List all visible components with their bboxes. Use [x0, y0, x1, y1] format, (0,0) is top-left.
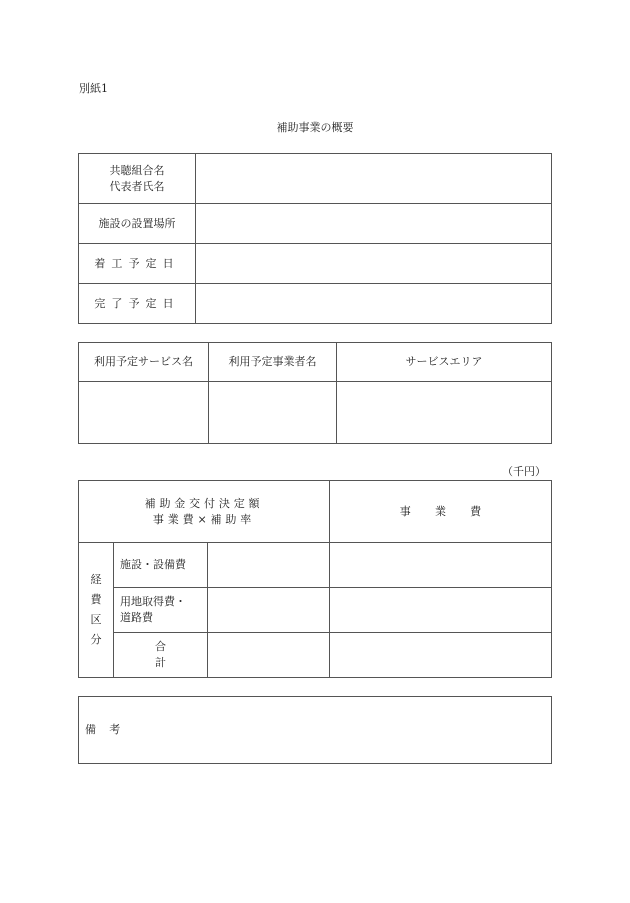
remarks-label: 備考 — [85, 723, 134, 736]
table-row — [79, 543, 552, 588]
table-row — [79, 633, 552, 678]
project-cost-header: 事業費 — [330, 481, 552, 543]
service-table — [78, 342, 552, 444]
table-row — [79, 154, 552, 204]
table-row — [79, 244, 552, 284]
table-row — [79, 697, 552, 764]
table-row — [79, 481, 552, 543]
land-road-cost-field[interactable] — [330, 588, 552, 633]
table-row — [79, 284, 552, 324]
subsidy-amount-header: 補助金交付決定額 事業費×補助率 — [79, 481, 330, 543]
unit-note: （千円） — [502, 465, 546, 478]
start-date-label: 着工予定日 — [79, 244, 196, 284]
union-representative-label: 共聴組合名 代表者氏名 — [79, 154, 196, 204]
completion-date-field[interactable] — [196, 284, 552, 324]
applicant-table — [78, 153, 552, 324]
total-label: 合計 — [114, 633, 208, 678]
installation-location-label: 施設の設置場所 — [79, 204, 196, 244]
total-cost-field[interactable] — [330, 633, 552, 678]
total-subsidy-field[interactable] — [208, 633, 330, 678]
provider-name-header: 利用予定事業者名 — [209, 343, 337, 382]
table-row — [79, 204, 552, 244]
table-row — [79, 588, 552, 633]
service-area-field[interactable] — [337, 382, 552, 444]
provider-name-field[interactable] — [209, 382, 337, 444]
document-title: 補助事業の概要 — [276, 121, 354, 134]
facility-equipment-cost-field[interactable] — [330, 543, 552, 588]
service-name-field[interactable] — [79, 382, 209, 444]
remarks-table — [78, 696, 552, 764]
table-row — [79, 382, 552, 444]
table-row — [79, 343, 552, 382]
service-area-header: サービスエリア — [337, 343, 552, 382]
union-representative-field[interactable] — [196, 154, 552, 204]
cost-table — [78, 480, 552, 678]
service-name-header: 利用予定サービス名 — [79, 343, 209, 382]
facility-equipment-label: 施設・設備費 — [114, 543, 208, 588]
facility-equipment-subsidy-field[interactable] — [208, 543, 330, 588]
installation-location-field[interactable] — [196, 204, 552, 244]
completion-date-label: 完了予定日 — [79, 284, 196, 324]
start-date-field[interactable] — [196, 244, 552, 284]
attachment-label: 別紙1 — [79, 82, 108, 95]
cost-category-label: 経 費 区 分 — [79, 543, 114, 678]
remarks-cell[interactable] — [79, 697, 552, 764]
land-road-subsidy-field[interactable] — [208, 588, 330, 633]
land-road-label: 用地取得費・ 道路費 — [114, 588, 208, 633]
